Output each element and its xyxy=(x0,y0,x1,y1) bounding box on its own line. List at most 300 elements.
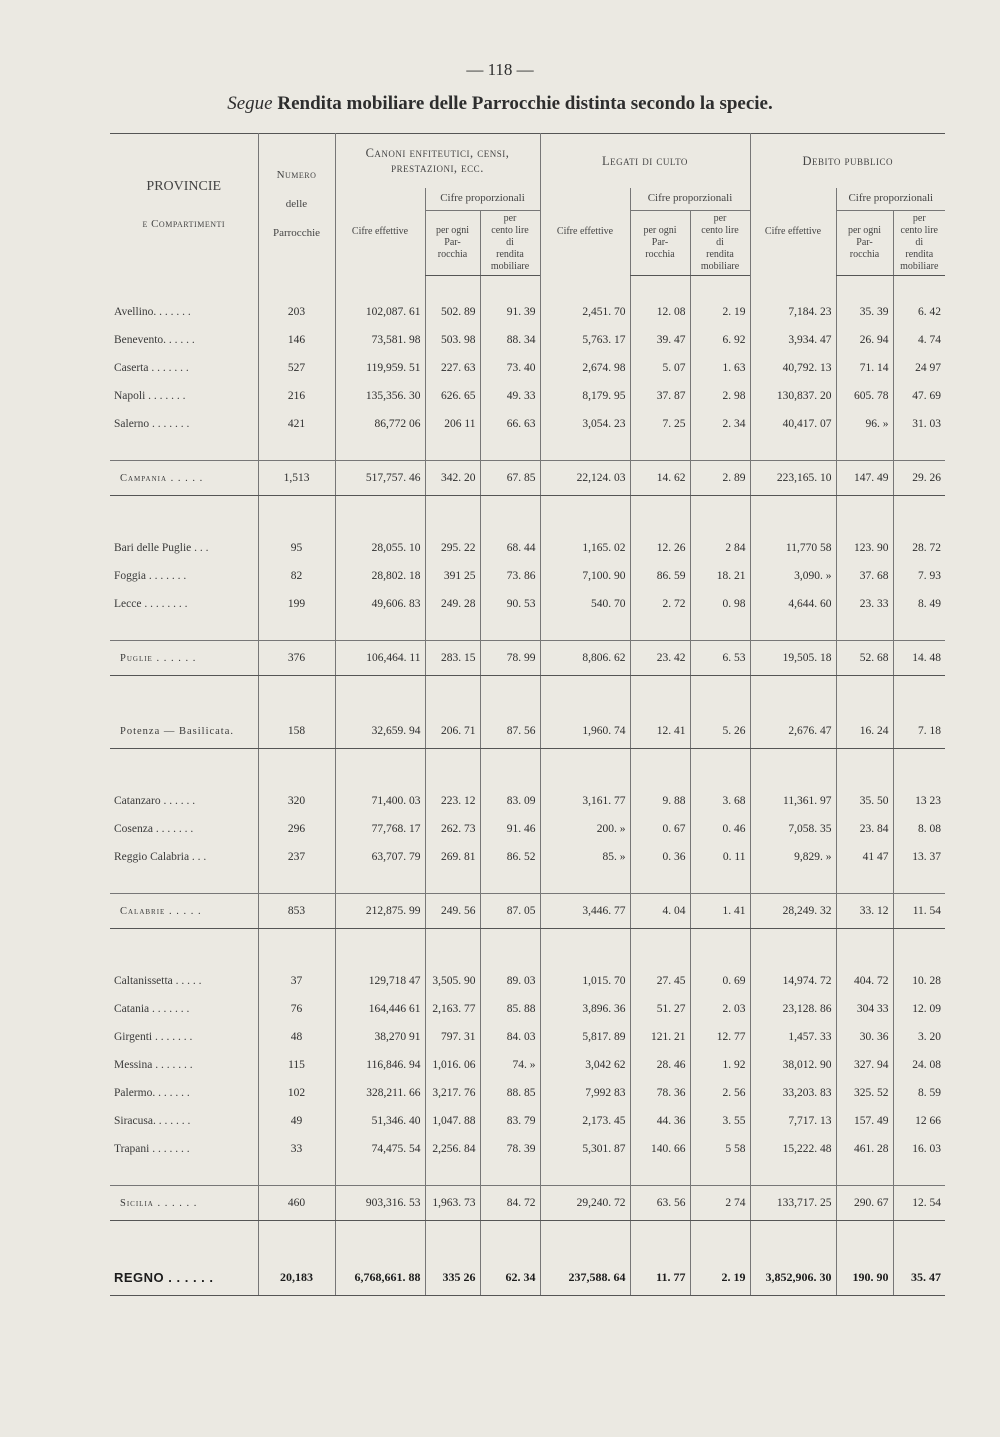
spacer-cell xyxy=(750,276,836,299)
debito-cifre-effettive: 4,644. 60 xyxy=(750,590,836,618)
numero-parrocchie: 82 xyxy=(258,562,335,590)
spacer-cell xyxy=(425,1221,480,1260)
spacer-cell xyxy=(630,749,690,788)
spacer-cell xyxy=(750,1163,836,1186)
spacer-cell xyxy=(110,276,258,299)
table-row xyxy=(110,298,945,326)
spacer-cell xyxy=(630,676,690,715)
header-numero-label: Numero xyxy=(276,168,317,181)
debito-per-cento: 8. 49 xyxy=(893,590,945,618)
table-row xyxy=(110,1135,945,1163)
numero-parrocchie: 76 xyxy=(258,995,335,1023)
spacer-cell xyxy=(750,618,836,641)
legati-cifre-effettive: 5,763. 17 xyxy=(540,326,630,354)
debito-cifre-effettive: 2,676. 47 xyxy=(750,714,836,749)
spacer-cell xyxy=(690,1163,750,1186)
provincia-name: Puglie . . . . . . xyxy=(110,641,258,676)
spacer-cell xyxy=(335,276,425,299)
rendita-table xyxy=(110,133,945,1296)
legati-cifre-effettive: 5,817. 89 xyxy=(540,1023,630,1051)
canoni-per-ogni: 1,047. 88 xyxy=(425,1107,480,1135)
compartimento-total-row xyxy=(110,641,945,676)
canoni-per-ogni: 249. 56 xyxy=(425,894,480,929)
table-row xyxy=(110,1023,945,1051)
numero-parrocchie: 146 xyxy=(258,326,335,354)
legati-per-cento: 18. 21 xyxy=(690,562,750,590)
row-spacer xyxy=(110,676,945,715)
spacer-cell xyxy=(750,676,836,715)
per-cento-l4: rendita xyxy=(496,249,524,260)
debito-per-ogni: 147. 49 xyxy=(836,461,893,496)
canoni-per-cento: 91. 39 xyxy=(480,298,540,326)
per-cento-l3: di xyxy=(506,237,514,248)
debito-per-ogni: 16. 24 xyxy=(836,714,893,749)
canoni-per-cento: 66. 63 xyxy=(480,410,540,438)
canoni-cifre-effettive: 129,718 47 xyxy=(335,967,425,995)
header-debito-per-cento xyxy=(893,211,945,276)
spacer-cell xyxy=(630,618,690,641)
legati-per-ogni: 11. 77 xyxy=(630,1259,690,1296)
numero-parrocchie: 460 xyxy=(258,1186,335,1221)
header-legati-cifre-proporzionali: Cifre proporzionali xyxy=(630,188,750,211)
legati-per-ogni: 23. 42 xyxy=(630,641,690,676)
legati-cifre-effettive: 3,054. 23 xyxy=(540,410,630,438)
per-cento-l2: cento lire xyxy=(900,225,938,236)
per-ogni-l1: per ogni xyxy=(847,225,882,236)
canoni-cifre-effettive: 49,606. 83 xyxy=(335,590,425,618)
spacer-cell xyxy=(836,276,893,299)
table-row xyxy=(110,590,945,618)
canoni-per-cento: 78. 39 xyxy=(480,1135,540,1163)
legati-per-cento: 1. 92 xyxy=(690,1051,750,1079)
legati-per-ogni: 78. 36 xyxy=(630,1079,690,1107)
canoni-per-ogni: 269. 81 xyxy=(425,843,480,871)
canoni-per-cento: 62. 34 xyxy=(480,1259,540,1296)
legati-cifre-effettive: 540. 70 xyxy=(540,590,630,618)
canoni-cifre-effettive: 116,846. 94 xyxy=(335,1051,425,1079)
legati-cifre-effettive: 29,240. 72 xyxy=(540,1186,630,1221)
per-ogni-l2: Par- xyxy=(651,237,669,248)
spacer-cell xyxy=(836,1221,893,1260)
debito-per-ogni: 157. 49 xyxy=(836,1107,893,1135)
debito-per-cento: 24. 08 xyxy=(893,1051,945,1079)
canoni-per-cento: 78. 99 xyxy=(480,641,540,676)
header-legati-per-ogni xyxy=(630,211,690,276)
legati-per-ogni: 28. 46 xyxy=(630,1051,690,1079)
per-ogni-l2: Par- xyxy=(856,237,873,248)
row-spacer xyxy=(110,496,945,535)
debito-per-ogni: 41 47 xyxy=(836,843,893,871)
spacer-cell xyxy=(335,1163,425,1186)
numero-parrocchie: 376 xyxy=(258,641,335,676)
canoni-cifre-effettive: 6,768,661. 88 xyxy=(335,1259,425,1296)
legati-per-ogni: 2. 72 xyxy=(630,590,690,618)
canoni-per-ogni: 283. 15 xyxy=(425,641,480,676)
debito-cifre-effettive: 15,222. 48 xyxy=(750,1135,836,1163)
legati-per-cento: 6. 53 xyxy=(690,641,750,676)
spacer-cell xyxy=(110,1221,258,1260)
compartimento-total-row xyxy=(110,461,945,496)
spacer-cell xyxy=(425,929,480,968)
debito-cifre-effettive: 11,361. 97 xyxy=(750,787,836,815)
spacer-cell xyxy=(893,676,945,715)
per-ogni-l3: rocchia xyxy=(437,249,468,260)
numero-parrocchie: 48 xyxy=(258,1023,335,1051)
canoni-per-cento: 90. 53 xyxy=(480,590,540,618)
spacer-cell xyxy=(258,929,335,968)
per-cento-l2: cento lire xyxy=(491,225,529,236)
spacer-cell xyxy=(110,749,258,788)
spacer-cell xyxy=(480,1163,540,1186)
spacer-cell xyxy=(893,871,945,894)
canoni-cifre-effettive: 74,475. 54 xyxy=(335,1135,425,1163)
spacer-cell xyxy=(690,618,750,641)
legati-per-ogni: 4. 04 xyxy=(630,894,690,929)
compartimento-total-row xyxy=(110,894,945,929)
debito-per-cento: 7. 18 xyxy=(893,714,945,749)
canoni-per-cento: 83. 79 xyxy=(480,1107,540,1135)
canoni-cifre-effettive: 135,356. 30 xyxy=(335,382,425,410)
spacer-cell xyxy=(540,749,630,788)
legati-per-cento: 2 74 xyxy=(690,1186,750,1221)
provincia-name: Messina . . . . . . . xyxy=(114,1059,193,1071)
legati-per-cento: 6. 92 xyxy=(690,326,750,354)
numero-parrocchie: 1,513 xyxy=(258,461,335,496)
provincia-name: Campania . . . . . xyxy=(110,461,258,496)
spacer-cell xyxy=(750,496,836,535)
canoni-per-ogni: 295. 22 xyxy=(425,534,480,562)
debito-per-ogni: 71. 14 xyxy=(836,354,893,382)
per-cento-l3: di xyxy=(915,237,924,248)
table-row xyxy=(110,354,945,382)
numero-parrocchie: 158 xyxy=(258,714,335,749)
legati-per-ogni: 121. 21 xyxy=(630,1023,690,1051)
debito-per-cento: 47. 69 xyxy=(893,382,945,410)
table-row xyxy=(110,787,945,815)
legati-cifre-effettive: 22,124. 03 xyxy=(540,461,630,496)
spacer-cell xyxy=(425,496,480,535)
header-canoni-cifre-proporzionali: Cifre proporzionali xyxy=(425,188,540,211)
debito-per-cento: 13 23 xyxy=(893,787,945,815)
header-parrocchie-label: Parrocchie xyxy=(272,227,321,240)
table-row xyxy=(110,815,945,843)
spacer-cell xyxy=(480,496,540,535)
provincia-name: Napoli . . . . . . . xyxy=(114,390,186,402)
spacer-cell xyxy=(690,929,750,968)
spacer-cell xyxy=(630,438,690,461)
numero-parrocchie: 20,183 xyxy=(258,1259,335,1296)
spacer-cell xyxy=(540,496,630,535)
debito-per-cento: 29. 26 xyxy=(893,461,945,496)
debito-per-cento: 24 97 xyxy=(893,354,945,382)
spacer-cell xyxy=(258,618,335,641)
debito-cifre-effettive: 28,249. 32 xyxy=(750,894,836,929)
header-provincie-label: PROVINCIE xyxy=(146,178,222,194)
debito-per-ogni: 327. 94 xyxy=(836,1051,893,1079)
table-row xyxy=(110,843,945,871)
debito-cifre-effettive: 223,165. 10 xyxy=(750,461,836,496)
header-canoni-line2: prestazioni, ecc. xyxy=(391,161,484,175)
canoni-per-cento: 85. 88 xyxy=(480,995,540,1023)
row-spacer xyxy=(110,618,945,641)
spacer-cell xyxy=(893,618,945,641)
spacer-cell xyxy=(750,929,836,968)
header-debito: Debito pubblico xyxy=(750,134,945,189)
spacer-cell xyxy=(335,749,425,788)
numero-parrocchie: 527 xyxy=(258,354,335,382)
legati-per-ogni: 140. 66 xyxy=(630,1135,690,1163)
legati-per-cento: 3. 55 xyxy=(690,1107,750,1135)
header-legati-per-cento xyxy=(690,211,750,276)
spacer-cell xyxy=(630,276,690,299)
spacer-cell xyxy=(540,1221,630,1260)
canoni-per-ogni: 391 25 xyxy=(425,562,480,590)
provincia-name: Caltanissetta . . . . . xyxy=(114,975,202,987)
legati-per-ogni: 9. 88 xyxy=(630,787,690,815)
legati-cifre-effettive: 2,674. 98 xyxy=(540,354,630,382)
legati-per-ogni: 7. 25 xyxy=(630,410,690,438)
spacer-cell xyxy=(335,438,425,461)
debito-per-ogni: 190. 90 xyxy=(836,1259,893,1296)
canoni-cifre-effettive: 86,772 06 xyxy=(335,410,425,438)
legati-per-ogni: 0. 67 xyxy=(630,815,690,843)
spacer-cell xyxy=(258,676,335,715)
numero-parrocchie: 102 xyxy=(258,1079,335,1107)
debito-per-cento: 16. 03 xyxy=(893,1135,945,1163)
canoni-per-cento: 88. 85 xyxy=(480,1079,540,1107)
spacer-cell xyxy=(258,276,335,299)
spacer-cell xyxy=(335,618,425,641)
canoni-per-ogni: 503. 98 xyxy=(425,326,480,354)
numero-parrocchie: 95 xyxy=(258,534,335,562)
spacer-cell xyxy=(335,676,425,715)
canoni-per-ogni: 249. 28 xyxy=(425,590,480,618)
spacer-cell xyxy=(540,929,630,968)
per-cento-l2: cento lire xyxy=(701,225,739,236)
debito-cifre-effettive: 23,128. 86 xyxy=(750,995,836,1023)
spacer-cell xyxy=(690,871,750,894)
spacer-cell xyxy=(258,496,335,535)
spacer-cell xyxy=(540,871,630,894)
canoni-per-cento: 68. 44 xyxy=(480,534,540,562)
canoni-per-ogni: 3,505. 90 xyxy=(425,967,480,995)
numero-parrocchie: 853 xyxy=(258,894,335,929)
per-ogni-l2: Par- xyxy=(444,237,461,248)
spacer-cell xyxy=(425,676,480,715)
provincia-name: Potenza — Basilicata. xyxy=(110,714,258,749)
debito-per-cento: 28. 72 xyxy=(893,534,945,562)
canoni-cifre-effettive: 73,581. 98 xyxy=(335,326,425,354)
spacer-cell xyxy=(893,496,945,535)
numero-parrocchie: 203 xyxy=(258,298,335,326)
legati-cifre-effettive: 200. » xyxy=(540,815,630,843)
per-ogni-l3: rocchia xyxy=(849,249,880,260)
legati-per-ogni: 12. 26 xyxy=(630,534,690,562)
spacer-cell xyxy=(110,676,258,715)
debito-cifre-effettive: 1,457. 33 xyxy=(750,1023,836,1051)
spacer-cell xyxy=(540,276,630,299)
legati-per-ogni: 39. 47 xyxy=(630,326,690,354)
legati-per-cento: 1. 63 xyxy=(690,354,750,382)
legati-per-cento: 2. 03 xyxy=(690,995,750,1023)
spacer-cell xyxy=(750,1221,836,1260)
canoni-cifre-effettive: 38,270 91 xyxy=(335,1023,425,1051)
header-canoni-line1: Canoni enfiteutici, censi, xyxy=(365,146,510,160)
provincia-name: REGNO . . . . . . xyxy=(110,1259,258,1296)
spacer-cell xyxy=(540,676,630,715)
provincia-name: Sicilia . . . . . . xyxy=(110,1186,258,1221)
debito-cifre-effettive: 14,974. 72 xyxy=(750,967,836,995)
row-spacer xyxy=(110,871,945,894)
spacer-cell xyxy=(110,438,258,461)
provincia-name: Bari delle Puglie . . . xyxy=(114,542,209,554)
spacer-cell xyxy=(258,438,335,461)
canoni-per-ogni: 1,016. 06 xyxy=(425,1051,480,1079)
spacer-cell xyxy=(690,676,750,715)
legati-per-cento: 2. 19 xyxy=(690,1259,750,1296)
debito-per-cento: 3. 20 xyxy=(893,1023,945,1051)
legati-cifre-effettive: 8,806. 62 xyxy=(540,641,630,676)
canoni-per-ogni: 502. 89 xyxy=(425,298,480,326)
canoni-cifre-effettive: 102,087. 61 xyxy=(335,298,425,326)
spacer-cell xyxy=(480,929,540,968)
spacer-cell xyxy=(750,438,836,461)
canoni-per-ogni: 3,217. 76 xyxy=(425,1079,480,1107)
debito-per-ogni: 404. 72 xyxy=(836,967,893,995)
canoni-per-cento: 67. 85 xyxy=(480,461,540,496)
legati-cifre-effettive: 3,161. 77 xyxy=(540,787,630,815)
debito-cifre-effettive: 3,934. 47 xyxy=(750,326,836,354)
legati-per-cento: 0. 46 xyxy=(690,815,750,843)
per-ogni-l3: rocchia xyxy=(645,249,675,260)
header-canoni-per-ogni xyxy=(425,211,480,276)
spacer-cell xyxy=(480,871,540,894)
canoni-per-cento: 88. 34 xyxy=(480,326,540,354)
legati-cifre-effettive: 3,896. 36 xyxy=(540,995,630,1023)
debito-per-cento: 8. 59 xyxy=(893,1079,945,1107)
debito-per-ogni: 605. 78 xyxy=(836,382,893,410)
debito-per-ogni: 23. 84 xyxy=(836,815,893,843)
debito-per-cento: 31. 03 xyxy=(893,410,945,438)
debito-cifre-effettive: 7,058. 35 xyxy=(750,815,836,843)
debito-per-ogni: 123. 90 xyxy=(836,534,893,562)
canoni-per-ogni: 2,256. 84 xyxy=(425,1135,480,1163)
debito-per-cento: 6. 42 xyxy=(893,298,945,326)
spacer-cell xyxy=(335,929,425,968)
table-row xyxy=(110,326,945,354)
debito-per-ogni: 30. 36 xyxy=(836,1023,893,1051)
debito-per-cento: 12. 54 xyxy=(893,1186,945,1221)
debito-per-ogni: 96. » xyxy=(836,410,893,438)
canoni-per-cento: 89. 03 xyxy=(480,967,540,995)
table-row xyxy=(110,1107,945,1135)
spacer-cell xyxy=(836,496,893,535)
debito-cifre-effettive: 3,852,906. 30 xyxy=(750,1259,836,1296)
spacer-cell xyxy=(110,1163,258,1186)
per-cento-l5: mobiliare xyxy=(900,261,939,272)
canoni-per-ogni: 206. 71 xyxy=(425,714,480,749)
debito-per-ogni: 37. 68 xyxy=(836,562,893,590)
canoni-per-ogni: 223. 12 xyxy=(425,787,480,815)
provincia-name: Calabrie . . . . . xyxy=(110,894,258,929)
legati-per-ogni: 27. 45 xyxy=(630,967,690,995)
debito-cifre-effettive: 40,792. 13 xyxy=(750,354,836,382)
table-body xyxy=(110,276,945,1296)
provincia-name: Siracusa. . . . . . . xyxy=(114,1115,191,1127)
row-spacer xyxy=(110,749,945,788)
spacer-cell xyxy=(690,496,750,535)
spacer-cell xyxy=(425,438,480,461)
canoni-cifre-effettive: 119,959. 51 xyxy=(335,354,425,382)
spacer-cell xyxy=(540,438,630,461)
header-provincie xyxy=(110,134,258,276)
debito-cifre-effettive: 130,837. 20 xyxy=(750,382,836,410)
per-ogni-l1: per ogni xyxy=(435,225,470,236)
spacer-cell xyxy=(893,1221,945,1260)
header-numero xyxy=(258,134,335,276)
numero-parrocchie: 49 xyxy=(258,1107,335,1135)
debito-per-cento: 10. 28 xyxy=(893,967,945,995)
spacer-cell xyxy=(630,1221,690,1260)
numero-parrocchie: 37 xyxy=(258,967,335,995)
spacer-cell xyxy=(110,618,258,641)
debito-cifre-effettive: 7,184. 23 xyxy=(750,298,836,326)
spacer-cell xyxy=(893,929,945,968)
table-header xyxy=(110,134,945,276)
legati-per-cento: 1. 41 xyxy=(690,894,750,929)
legati-per-cento: 0. 98 xyxy=(690,590,750,618)
legati-cifre-effettive: 3,446. 77 xyxy=(540,894,630,929)
legati-per-ogni: 12. 08 xyxy=(630,298,690,326)
debito-cifre-effettive: 3,090. » xyxy=(750,562,836,590)
page-title xyxy=(0,93,1000,115)
spacer-cell xyxy=(690,1221,750,1260)
table-row xyxy=(110,714,945,749)
spacer-cell xyxy=(690,438,750,461)
debito-per-ogni: 325. 52 xyxy=(836,1079,893,1107)
legati-per-ogni: 37. 87 xyxy=(630,382,690,410)
spacer-cell xyxy=(258,749,335,788)
provincia-name: Salerno . . . . . . . xyxy=(114,418,190,430)
header-legati: Legati di culto xyxy=(540,134,750,189)
provincia-name: Catania . . . . . . . xyxy=(114,1003,190,1015)
debito-per-ogni: 461. 28 xyxy=(836,1135,893,1163)
legati-per-cento: 0. 69 xyxy=(690,967,750,995)
spacer-cell xyxy=(258,1221,335,1260)
per-cento-l4: rendita xyxy=(706,249,734,260)
provincia-name: Caserta . . . . . . . xyxy=(114,362,189,374)
spacer-cell xyxy=(110,496,258,535)
canoni-cifre-effettive: 212,875. 99 xyxy=(335,894,425,929)
spacer-cell xyxy=(540,618,630,641)
canoni-per-cento: 83. 09 xyxy=(480,787,540,815)
spacer-cell xyxy=(480,749,540,788)
canoni-per-cento: 49. 33 xyxy=(480,382,540,410)
canoni-per-cento: 74. » xyxy=(480,1051,540,1079)
canoni-per-cento: 73. 86 xyxy=(480,562,540,590)
provincia-name: Foggia . . . . . . . xyxy=(114,570,187,582)
spacer-cell xyxy=(893,749,945,788)
spacer-cell xyxy=(540,1163,630,1186)
debito-per-cento: 7. 93 xyxy=(893,562,945,590)
canoni-cifre-effettive: 328,211. 66 xyxy=(335,1079,425,1107)
table-row xyxy=(110,1079,945,1107)
header-debito-per-ogni xyxy=(836,211,893,276)
spacer-cell xyxy=(335,496,425,535)
debito-cifre-effettive: 7,717. 13 xyxy=(750,1107,836,1135)
regno-total-row xyxy=(110,1259,945,1296)
legati-cifre-effettive: 85. » xyxy=(540,843,630,871)
